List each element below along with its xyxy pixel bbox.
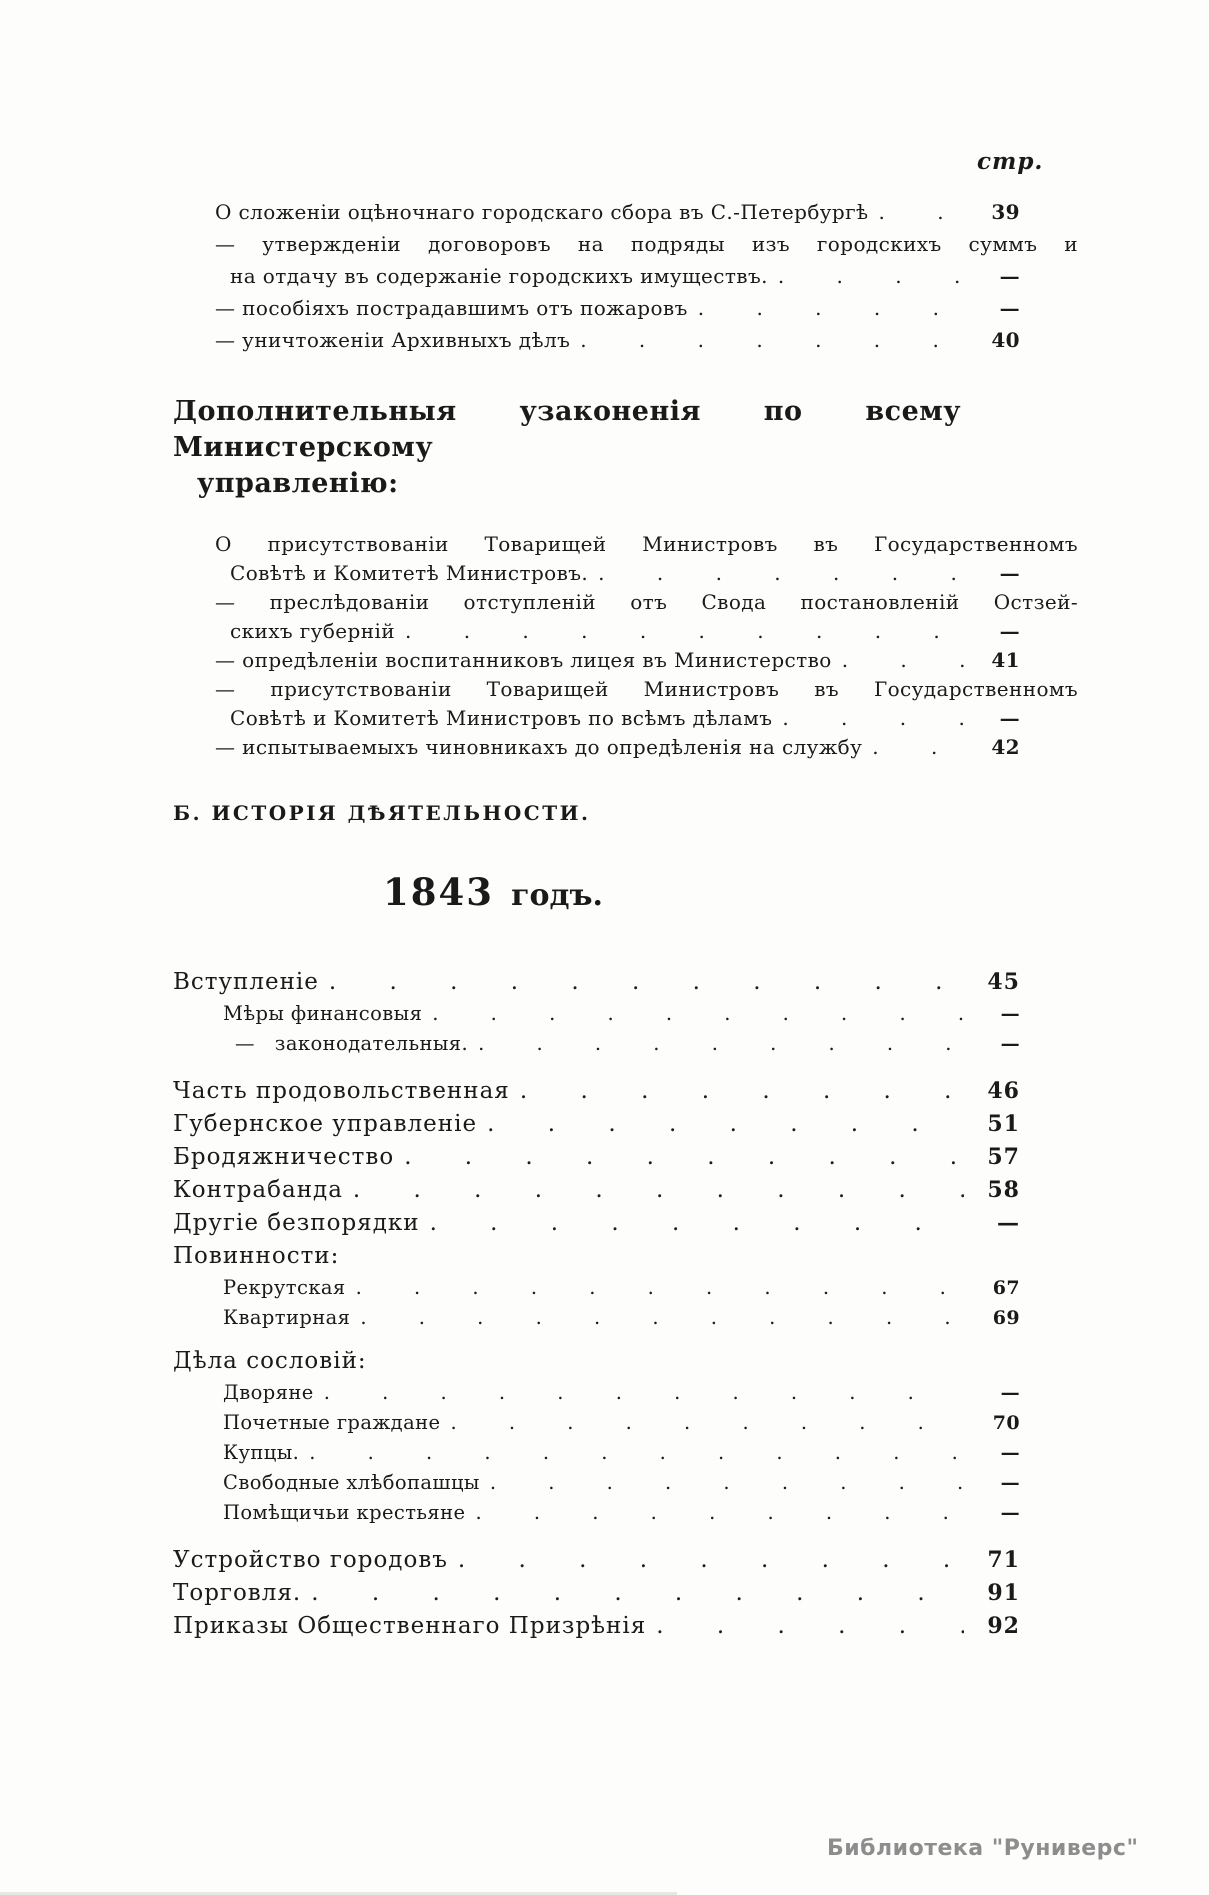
year-entries-group-3 [173, 1345, 1020, 1528]
toc-entry-text: Повинности: [173, 1243, 340, 1269]
year-title [383, 868, 1020, 924]
leader-dots [404, 1141, 964, 1174]
toc-entry-row [230, 704, 1020, 733]
toc-entry-row [223, 1408, 1020, 1438]
toc-entry-text: Помѣщичьи крестьяне [223, 1501, 466, 1524]
toc-entry-text: — преслѣдованіи отступленій отъ Свода постановленій Остзей- [215, 590, 1078, 614]
toc-entry-row [223, 1378, 1020, 1408]
page-number: — [997, 1210, 1020, 1236]
toc-entry-row [173, 1610, 1020, 1643]
toc-entry-text: — утвержденіи договоровъ на подряды изъ городскихъ суммъ и [215, 232, 1078, 256]
toc-entry-row [215, 646, 1020, 675]
carryover-entries-list [173, 196, 1078, 356]
leader-dots [450, 1408, 964, 1438]
toc-entry-row [223, 1498, 1020, 1528]
toc-entry-row [173, 1240, 1020, 1273]
leader-dots [309, 1438, 964, 1468]
toc-entry-row [235, 1029, 1020, 1059]
leader-dots [353, 1174, 964, 1207]
page-number: — [1000, 1442, 1020, 1464]
toc-entry-text: — испытываемыхъ чиновникахъ до опредѣленія на службу [215, 735, 863, 759]
toc-entry-row [173, 1108, 1020, 1141]
toc-entry-row [223, 1303, 1020, 1333]
toc-entry-row [223, 1273, 1020, 1303]
toc-entry-text: Совѣтѣ и Комитетѣ Министровъ. [230, 561, 589, 585]
leader-dots [430, 1207, 964, 1240]
toc-entry-row [215, 733, 1020, 762]
supplementary-heading-line2: управленію: [197, 468, 399, 499]
toc-entry-row [230, 260, 1020, 292]
page-number: 42 [991, 735, 1020, 759]
toc-entry-row [173, 1174, 1020, 1207]
page-number: 39 [991, 200, 1020, 224]
leader-dots [490, 1468, 964, 1498]
page-number: 51 [987, 1111, 1020, 1137]
leader-dots [475, 1498, 964, 1528]
toc-entry-text: Почетные граждане [223, 1411, 441, 1434]
toc-entry-text: О присутствованіи Товарищей Министровъ въ Государственномъ [215, 532, 1078, 556]
toc-entry-text: Купцы. [223, 1441, 300, 1464]
toc-entry-text: Часть продовольственная [173, 1078, 510, 1104]
toc-entry-text: Совѣтѣ и Комитетѣ Министровъ по всѣмъ дѣламъ [230, 706, 773, 730]
leader-dots [478, 1029, 964, 1059]
page-number: — [1000, 1003, 1020, 1025]
toc-entry-row [223, 1438, 1020, 1468]
toc-entry-text: Торговля. [173, 1580, 302, 1606]
toc-entry-text: Рекрутская [223, 1276, 346, 1299]
toc-entry-row [173, 1577, 1020, 1610]
leader-dots [360, 1303, 964, 1333]
leader-dots [329, 966, 964, 999]
toc-entry-row [223, 1468, 1020, 1498]
year-entries-group-4 [173, 1544, 1020, 1643]
leader-dots [311, 1577, 964, 1610]
toc-entry-text: скихъ губерній [230, 619, 395, 643]
toc-entry-row [173, 1207, 1020, 1240]
leader-dots [598, 559, 964, 588]
page-number: 57 [987, 1144, 1020, 1170]
year-word: годъ. [511, 878, 603, 913]
page-number: — [999, 296, 1020, 320]
leader-dots [487, 1108, 964, 1141]
year-entries-group-2 [173, 1075, 1020, 1333]
page-number: 41 [991, 648, 1020, 672]
toc-entry-text: О сложеніи оцѣночнаго городскаго сбора въ С.-Петербургѣ [215, 200, 869, 224]
page-number: 71 [987, 1547, 1020, 1573]
page-number: 69 [992, 1307, 1020, 1329]
leader-dots [520, 1075, 964, 1108]
page-number: — [999, 619, 1020, 643]
toc-entry-row [215, 324, 1020, 356]
toc-entry-row [223, 999, 1020, 1029]
page-number: — [999, 264, 1020, 288]
library-watermark: Библиотека "Руниверс" [827, 1836, 1139, 1861]
toc-entry-row [230, 617, 1020, 646]
toc-entry-text: на отдачу въ содержаніе городскихъ имуществъ. [230, 264, 768, 288]
toc-entry-text: Дворяне [223, 1381, 314, 1404]
toc-entry-row [173, 1544, 1020, 1577]
page-number: 67 [992, 1277, 1020, 1299]
section-b-title: Б. ИСТОРІЯ ДѢЯТЕЛЬНОСТИ. [173, 801, 591, 825]
page-number: — [1000, 1502, 1020, 1524]
page-number: 45 [987, 969, 1020, 995]
leader-dots [356, 1273, 964, 1303]
toc-entry-row [173, 966, 1020, 999]
page-number: — [1000, 1033, 1020, 1055]
leader-dots [698, 292, 964, 324]
toc-entry-row [215, 530, 1078, 559]
leader-dots [782, 704, 964, 733]
toc-entry-text: — присутствованіи Товарищей Министровъ въ Государственномъ [215, 677, 1078, 701]
toc-entry-text: Дѣла сословій: [173, 1348, 367, 1374]
toc-entry-row [215, 228, 1078, 260]
supplementary-heading-line1: Дополнительныя узаконенія по всему Министерскому [173, 396, 961, 463]
toc-entry-text: — уничтоженіи Архивныхъ дѣлъ [215, 328, 571, 352]
page-number: — [1000, 1472, 1020, 1494]
leader-dots [580, 324, 964, 356]
toc-entry-text: Губернское управленіе [173, 1111, 478, 1137]
supplementary-heading [173, 394, 1020, 502]
toc-entry-text: Устройство городовъ [173, 1547, 448, 1573]
toc-entry-row [215, 675, 1078, 704]
toc-entry-row [230, 559, 1020, 588]
toc-entry-text: — пособіяхъ пострадавшимъ отъ пожаровъ [215, 296, 688, 320]
toc-entry-row [215, 292, 1020, 324]
leader-dots [324, 1378, 964, 1408]
toc-entry-text: Мѣры финансовыя [223, 1002, 423, 1025]
toc-entry-row [173, 1141, 1020, 1174]
leader-dots [842, 646, 964, 675]
page-number: 70 [992, 1412, 1020, 1434]
toc-entry-row [173, 1075, 1020, 1108]
toc-entry-row [215, 588, 1078, 617]
leader-dots [778, 260, 964, 292]
year-number: 1843 [383, 870, 494, 914]
page-number: 91 [987, 1580, 1020, 1606]
toc-entry-text: — законодательныя. [235, 1032, 469, 1055]
toc-entry-text: Вступленіе [173, 969, 319, 995]
toc-entry-text: Свободные хлѣбопашцы [223, 1471, 480, 1494]
page-number: 40 [991, 328, 1020, 352]
toc-entry-text: Приказы Общественнаго Призрѣнія [173, 1613, 647, 1639]
toc-entry-text: Квартирная [223, 1306, 351, 1329]
page-number: — [1000, 1382, 1020, 1404]
toc-entry-text: Контрабанда [173, 1177, 343, 1203]
page-column-header: стр. [977, 148, 1044, 175]
year-entries-group-1 [173, 966, 1020, 1059]
leader-dots [458, 1544, 964, 1577]
leader-dots [872, 733, 964, 762]
page-number: — [999, 706, 1020, 730]
leader-dots [405, 617, 964, 646]
table-of-contents [173, 196, 1078, 1643]
page-number: — [999, 561, 1020, 585]
page-number: 46 [987, 1078, 1020, 1104]
supplementary-entries-list [173, 530, 1078, 762]
toc-entry-text: Бродяжничество [173, 1144, 395, 1170]
page-number: 92 [987, 1613, 1020, 1639]
leader-dots [432, 999, 964, 1029]
leader-dots [656, 1610, 964, 1643]
toc-entry-text: — опредѣленіи воспитанниковъ лицея въ Министерство [215, 648, 832, 672]
page-number: 58 [987, 1177, 1020, 1203]
toc-entry-row [215, 196, 1020, 228]
toc-entry-text: Другіе безпорядки [173, 1210, 420, 1236]
leader-dots [878, 196, 964, 228]
toc-entry-row [173, 1345, 1020, 1378]
